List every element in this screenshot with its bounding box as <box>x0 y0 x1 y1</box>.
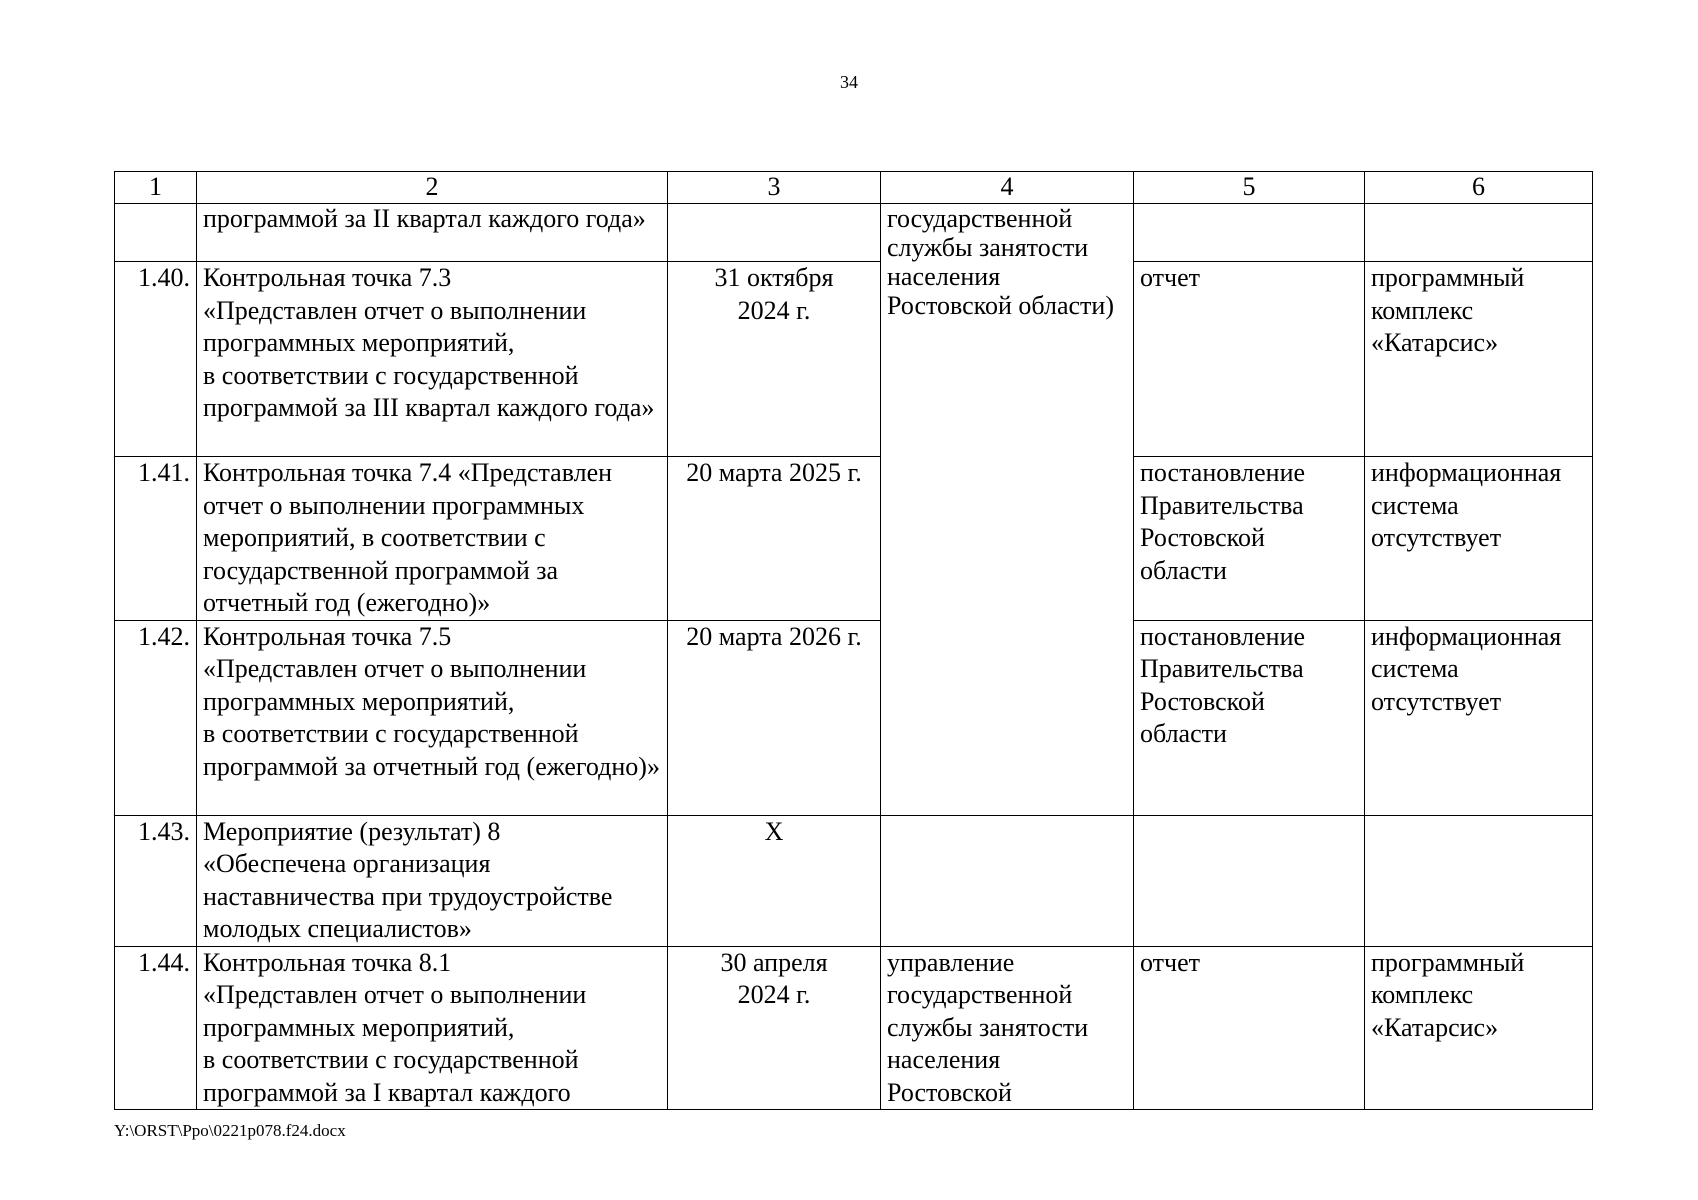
table-row <box>115 204 1593 262</box>
document-table <box>114 171 1593 1110</box>
table-row <box>115 262 1593 457</box>
row-number: 1.44. <box>115 946 197 1110</box>
row-document: отчет <box>1134 946 1365 1110</box>
table-row <box>115 815 1593 946</box>
row-date: X <box>668 815 881 946</box>
row-responsible: управление государственной службы занятости населения Ростовской <box>881 946 1134 1110</box>
row-document <box>1134 204 1365 262</box>
row-date <box>668 204 881 262</box>
row-system <box>1365 204 1593 262</box>
table-row <box>115 946 1593 1110</box>
column-header: 1 <box>115 172 197 204</box>
row-number: 1.42. <box>115 620 197 815</box>
row-system: программный комплекс «Катарсис» <box>1365 262 1593 457</box>
table-row <box>115 620 1593 815</box>
row-name: Контрольная точка 7.3 «Представлен отчет о выполнении программных мероприятий, в соответствии с государственной программой за III квартал каждого года» <box>197 262 668 457</box>
row-document: отчет <box>1134 262 1365 457</box>
row-system: информационная система отсутствует <box>1365 457 1593 621</box>
column-header: 3 <box>668 172 881 204</box>
row-number: 1.43. <box>115 815 197 946</box>
row-system: информационная система отсутствует <box>1365 620 1593 815</box>
row-name: программой за II квартал каждого года» <box>197 204 668 262</box>
row-document: постановление Правительства Ростовской области <box>1134 620 1365 815</box>
table-row <box>115 457 1593 621</box>
row-name: Контрольная точка 8.1 «Представлен отчет о выполнении программных мероприятий, в соответствии с государственной программой за I квартал каждого <box>197 946 668 1110</box>
row-system: программный комплекс «Катарсис» <box>1365 946 1593 1110</box>
row-date: 31 октября 2024 г. <box>668 262 881 457</box>
row-date: 20 марта 2025 г. <box>668 457 881 621</box>
column-header: 5 <box>1134 172 1365 204</box>
row-date: 20 марта 2026 г. <box>668 620 881 815</box>
row-responsible <box>881 815 1134 946</box>
footer-file-path: Y:\ORST\Ppo\0221p078.f24.docx <box>114 1121 346 1140</box>
row-number: 1.41. <box>115 457 197 621</box>
row-document: постановление Правительства Ростовской области <box>1134 457 1365 621</box>
row-number <box>115 204 197 262</box>
row-name: Мероприятие (результат) 8 «Обеспечена организация наставничества при трудоустройстве молодых специалистов» <box>197 815 668 946</box>
column-header: 4 <box>881 172 1134 204</box>
row-date: 30 апреля 2024 г. <box>668 946 881 1110</box>
column-header: 2 <box>197 172 668 204</box>
row-responsible-merged: государственной службы занятости населения Ростовской области) <box>881 204 1134 816</box>
page-number: 34 <box>840 72 858 92</box>
row-document <box>1134 815 1365 946</box>
row-number: 1.40. <box>115 262 197 457</box>
row-name: Контрольная точка 7.4 «Представлен отчет о выполнении программных мероприятий, в соответствии с государственной программой за отчетный год (ежегодно)» <box>197 457 668 621</box>
column-header: 6 <box>1365 172 1593 204</box>
row-system <box>1365 815 1593 946</box>
row-name: Контрольная точка 7.5 «Представлен отчет о выполнении программных мероприятий, в соответствии с государственной программой за отчетный год (ежегодно)» <box>197 620 668 815</box>
table-header-row <box>115 172 1593 204</box>
